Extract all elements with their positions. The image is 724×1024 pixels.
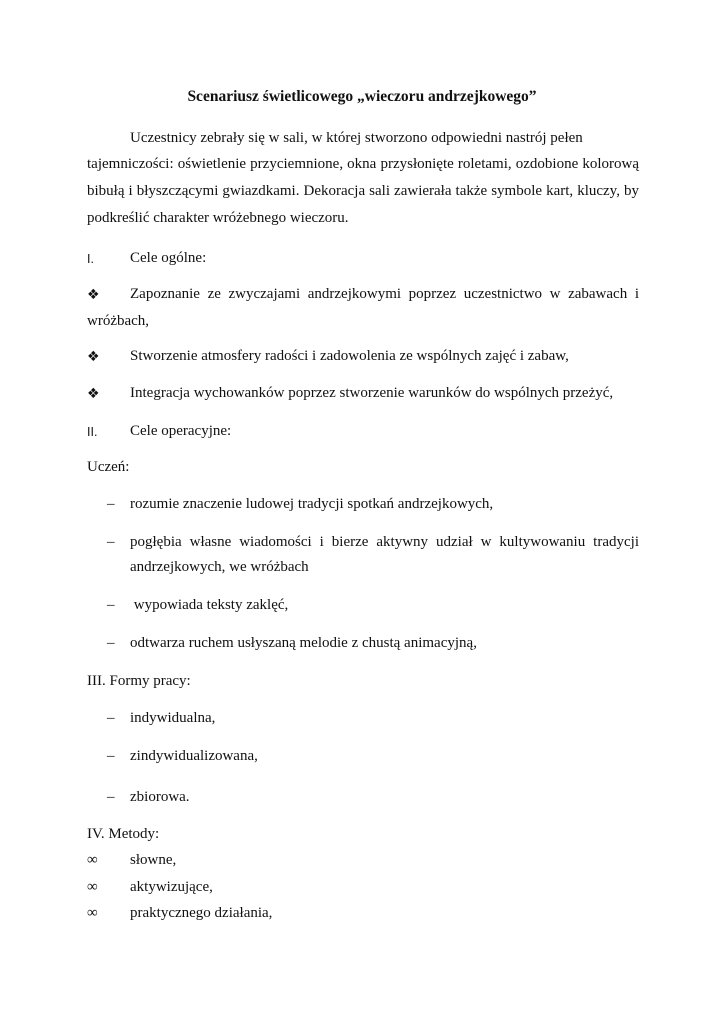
dash-bullet-icon: –: [107, 789, 115, 805]
section-1-number: I.: [87, 252, 94, 266]
objective-item-3: wypowiada teksty zaklęć,: [130, 597, 289, 613]
dash-bullet-icon: –: [107, 496, 115, 512]
diamond-bullet-icon: ❖: [87, 287, 100, 303]
form-item-3: zbiorowa.: [130, 789, 190, 805]
intro-line-1: Uczestnicy zebrały się w sali, w której stworzono odpowiedni nastrój pełen: [130, 130, 583, 146]
infinity-bullet-icon: ∞: [87, 852, 98, 868]
goal-item-2: Stworzenie atmosfery radości i zadowolenia ze wspólnych zajęć i zabaw,: [130, 348, 569, 364]
dash-bullet-icon: –: [107, 710, 115, 726]
objective-item-1: rozumie znaczenie ludowej tradycji spotkań andrzejkowych,: [130, 496, 494, 512]
method-item-2: aktywizujące,: [130, 879, 213, 895]
section-3-heading: III. Formy pracy:: [87, 673, 191, 689]
goal-item-3: Integracja wychowanków poprzez stworzenie warunków do wspólnych przeżyć,: [130, 385, 614, 401]
form-item-1: indywidualna,: [130, 710, 216, 726]
intro-line-2: tajemniczości: oświetlenie przyciemnione, okna przysłonięte roletami, ozdobione kolorową: [87, 156, 639, 172]
dash-bullet-icon: –: [107, 534, 115, 550]
section-1-heading: Cele ogólne:: [130, 250, 207, 266]
objective-item-4: odtwarza ruchem usłyszaną melodie z chustą animacyjną,: [130, 635, 477, 651]
dash-bullet-icon: –: [107, 597, 115, 613]
objective-item-2-line-2: andrzejkowych, we wróżbach: [130, 559, 309, 575]
section-4-heading: IV. Metody:: [87, 826, 160, 842]
method-item-1: słowne,: [130, 852, 177, 868]
intro-line-3: bibułą i błyszczącymi gwiazdkami. Dekoracja sali zawierała także symbole kart, kluczy, by: [87, 183, 639, 199]
intro-line-4: podkreślić charakter wróżebnego wieczoru.: [87, 210, 349, 226]
form-item-2: zindywidualizowana,: [130, 748, 258, 764]
diamond-bullet-icon: ❖: [87, 349, 100, 365]
goal-item-1-line-1: Zapoznanie ze zwyczajami andrzejkowymi poprzez uczestnictwo w zabawach i: [130, 286, 639, 302]
section-2-subheading: Uczeń:: [87, 459, 130, 475]
section-2-number: II.: [87, 425, 98, 439]
document-title: Scenariusz świetlicowego „wieczoru andrzejkowego”: [187, 88, 537, 105]
diamond-bullet-icon: ❖: [87, 386, 100, 402]
dash-bullet-icon: –: [107, 635, 115, 651]
infinity-bullet-icon: ∞: [87, 879, 98, 895]
infinity-bullet-icon: ∞: [87, 905, 98, 921]
dash-bullet-icon: –: [107, 748, 115, 764]
objective-item-2-line-1: pogłębia własne wiadomości i bierze aktywny udział w kultywowaniu tradycji: [130, 534, 639, 550]
section-2-heading: Cele operacyjne:: [130, 423, 232, 439]
goal-item-1-line-2: wróżbach,: [87, 313, 150, 329]
method-item-3: praktycznego działania,: [130, 905, 273, 921]
